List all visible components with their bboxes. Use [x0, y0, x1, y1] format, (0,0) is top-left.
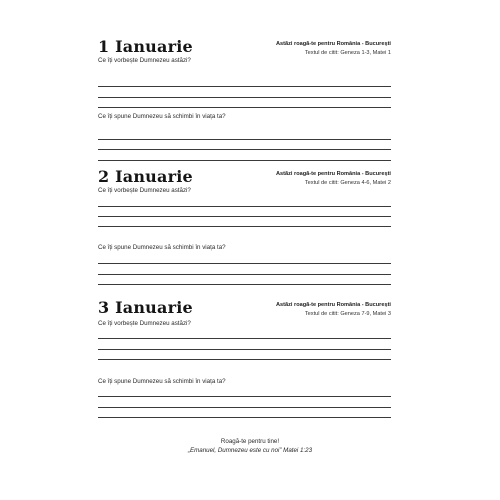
answer-line: [98, 139, 391, 140]
reading-reference: Textul de citit: Geneza 4-6, Matei 2: [304, 180, 391, 186]
question-1: Ce îți vorbește Dumnezeu astăzi?: [98, 187, 191, 194]
question-2: Ce îți spune Dumnezeu să schimbi în viața ta?: [98, 378, 226, 385]
prayer-target: Astăzi roagă-te pentru România - București: [275, 302, 391, 308]
answer-line: [98, 216, 391, 217]
answer-line: [98, 359, 391, 360]
answer-line: [98, 160, 391, 161]
answer-line: [98, 226, 391, 227]
footer-prayer-note: Roagă-te pentru tine!: [220, 438, 280, 445]
answer-line: [98, 284, 391, 285]
answer-line: [98, 349, 391, 350]
day-title: 2 Ianuarie: [98, 167, 193, 186]
answer-line: [98, 86, 391, 87]
day-title: 3 Ianuarie: [98, 298, 193, 317]
question-1: Ce îți vorbește Dumnezeu astăzi?: [98, 320, 191, 327]
question-1: Ce îți vorbește Dumnezeu astăzi?: [98, 57, 191, 64]
footer-verse: „Emanuel, Dumnezeu este cu noi” Matei 1:23: [187, 447, 313, 454]
question-2: Ce îți spune Dumnezeu să schimbi în viața ta?: [98, 244, 226, 251]
answer-line: [98, 417, 391, 418]
answer-line: [98, 149, 391, 150]
reading-reference: Textul de citit: Geneza 1-3, Matei 1: [304, 50, 391, 56]
question-2: Ce îți spune Dumnezeu să schimbi în viața ta?: [98, 113, 226, 120]
answer-line: [98, 97, 391, 98]
answer-line: [98, 274, 391, 275]
prayer-target: Astăzi roagă-te pentru România - București: [275, 41, 391, 47]
prayer-target: Astăzi roagă-te pentru România - București: [275, 171, 391, 177]
day-title: 1 Ianuarie: [98, 37, 193, 56]
answer-line: [98, 263, 391, 264]
reading-reference: Textul de citit: Geneza 7-9, Matei 3: [304, 311, 391, 317]
answer-line: [98, 407, 391, 408]
answer-line: [98, 396, 391, 397]
answer-line: [98, 338, 391, 339]
answer-line: [98, 107, 391, 108]
answer-line: [98, 206, 391, 207]
